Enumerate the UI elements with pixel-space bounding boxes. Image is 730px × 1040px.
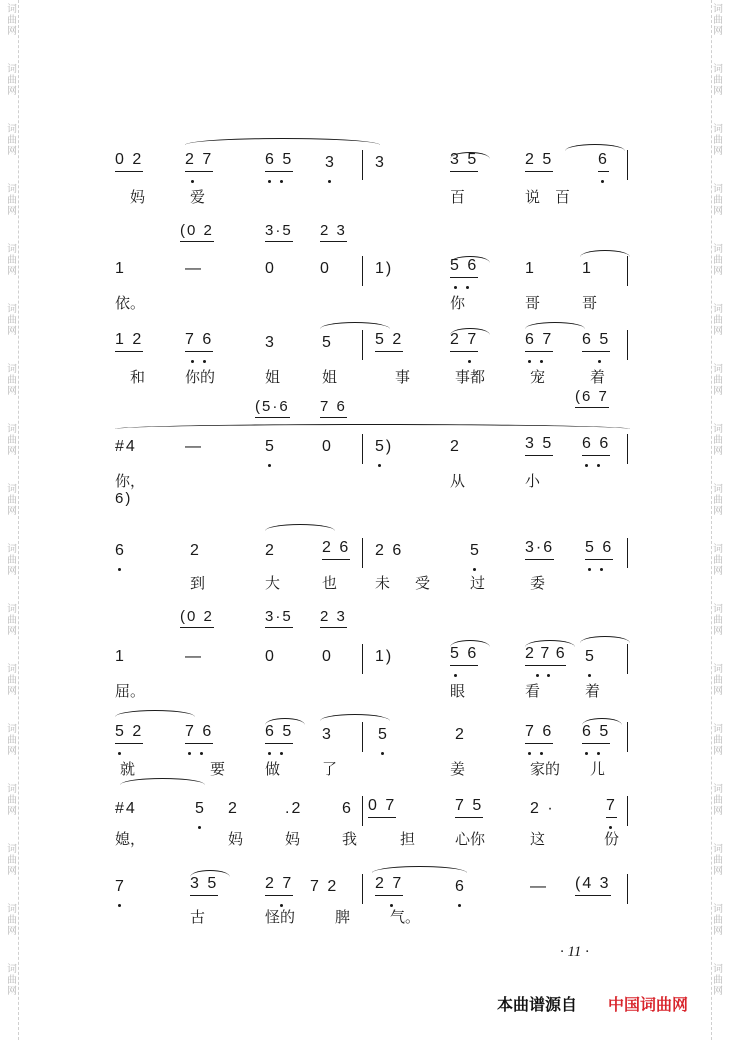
note-group: 0 xyxy=(265,260,276,277)
watermark-text: 词曲网 xyxy=(713,424,723,457)
lyric: 妈 xyxy=(228,830,244,848)
note-group: 3 5 xyxy=(190,875,218,896)
low-dot xyxy=(328,180,331,183)
watermark-text: 词曲网 xyxy=(713,484,723,517)
lyric: 和 xyxy=(130,368,146,386)
watermark-text: 词曲网 xyxy=(7,364,17,397)
low-dot xyxy=(597,464,600,467)
note-group: 6 7 xyxy=(525,331,553,352)
intro-notes: (0 2 xyxy=(180,608,214,628)
note-group: 1 xyxy=(525,260,536,277)
note-group: 3 xyxy=(325,154,336,171)
lyric: 哥 xyxy=(525,294,541,312)
watermark-text: 词曲网 xyxy=(7,244,17,277)
low-dot xyxy=(466,286,469,289)
note-group: 6 xyxy=(115,542,126,559)
note-group: 0 xyxy=(322,438,333,455)
barline xyxy=(362,644,363,674)
low-dot xyxy=(585,752,588,755)
intro-notes: (5·6 xyxy=(255,398,290,418)
note-group: 5 6 xyxy=(450,645,478,666)
lyric: 着 xyxy=(585,682,601,700)
low-dot xyxy=(600,568,603,571)
low-dot xyxy=(540,360,543,363)
note-group: 3 xyxy=(265,334,276,351)
note-group: 3 xyxy=(375,154,386,171)
lyric: 小 xyxy=(525,472,541,490)
note-group: 1 xyxy=(582,260,593,277)
watermark-text: 词曲网 xyxy=(7,724,17,757)
low-dot xyxy=(528,752,531,755)
watermark-text: 词曲网 xyxy=(713,364,723,397)
note-group: 1 xyxy=(115,648,126,665)
note-group: (4 3 xyxy=(575,875,611,896)
lyric: 事 xyxy=(395,368,411,386)
note-group: 2 · xyxy=(530,800,555,817)
low-dot xyxy=(191,360,194,363)
lyric: 媳， xyxy=(115,830,146,848)
staff-row-4 xyxy=(110,434,640,490)
watermark-text: 词曲网 xyxy=(7,664,17,697)
watermark-text: 词曲网 xyxy=(713,4,723,37)
barline xyxy=(627,434,628,464)
lyric: 也 xyxy=(322,574,338,592)
lyric: 事都 xyxy=(455,368,486,386)
intro-notes: 3·5 xyxy=(265,222,293,242)
note-group: — xyxy=(185,438,203,455)
intro-notes: 7 6 xyxy=(320,398,347,418)
lyric: 着 xyxy=(590,368,606,386)
staff-row-3 xyxy=(110,330,640,386)
barline xyxy=(362,434,363,464)
note-group: 2 7 xyxy=(375,875,403,896)
note-group: 2 5 xyxy=(525,151,553,172)
low-dot xyxy=(528,360,531,363)
low-dot xyxy=(188,752,191,755)
slur-arc xyxy=(320,714,390,721)
watermark-text: 词曲网 xyxy=(7,184,17,217)
note-group: 5 xyxy=(195,800,206,817)
lyric: 受 xyxy=(415,574,431,592)
lyric: 家的 xyxy=(530,760,561,778)
intro-notes: (0 2 xyxy=(180,222,214,242)
lyric: 百 xyxy=(555,188,571,206)
barline xyxy=(362,796,363,826)
note-group: 2 7 6 xyxy=(525,645,566,666)
low-dot xyxy=(588,568,591,571)
intro-notes: (6 7 xyxy=(575,388,609,408)
note-group: 2 7 xyxy=(265,875,293,896)
low-dot xyxy=(118,904,121,907)
low-dot xyxy=(280,180,283,183)
watermark-text: 词曲网 xyxy=(713,964,723,997)
lyric: 担 xyxy=(400,830,416,848)
low-dot xyxy=(191,180,194,183)
lyric: 做 xyxy=(265,760,281,778)
low-dot xyxy=(473,568,476,571)
lyric: 古 xyxy=(190,908,206,926)
barline xyxy=(627,150,628,180)
watermark-text: 词曲网 xyxy=(713,64,723,97)
low-dot xyxy=(203,360,206,363)
staff-row-7 xyxy=(110,722,640,778)
staff-row-8 xyxy=(110,796,640,848)
watermark-text: 词曲网 xyxy=(713,304,723,337)
slur-arc xyxy=(265,524,335,531)
intro-notes: 2 3 xyxy=(320,222,347,242)
barline xyxy=(627,722,628,752)
note-group: #4 xyxy=(115,800,137,817)
note-group: 5 xyxy=(470,542,481,559)
note-group: 6 6 xyxy=(582,435,610,456)
footer-site-link[interactable]: 中国词曲网 xyxy=(608,995,689,1014)
note-group: #4 xyxy=(115,438,137,455)
lyric: 脾 xyxy=(335,908,351,926)
low-dot xyxy=(118,752,121,755)
low-dot xyxy=(381,752,384,755)
watermark-text: 词曲网 xyxy=(713,544,723,577)
low-dot xyxy=(118,568,121,571)
lyric: 你 xyxy=(450,294,466,312)
note-group: 7 6 xyxy=(185,331,213,352)
watermark-text: 词曲网 xyxy=(7,4,17,37)
note-group: 2 7 xyxy=(185,151,213,172)
note-group: 7 5 xyxy=(455,797,483,818)
lyric: 怪的 xyxy=(265,908,296,926)
slur-arc xyxy=(372,866,467,873)
note-group: 0 xyxy=(322,648,333,665)
low-dot xyxy=(458,904,461,907)
low-dot xyxy=(588,674,591,677)
watermark-text: 词曲网 xyxy=(7,484,17,517)
tie-arc xyxy=(185,138,380,145)
low-dot xyxy=(454,286,457,289)
lyric: 看 xyxy=(525,682,541,700)
note-group: 3·6 xyxy=(525,539,554,560)
note-group: 0 7 xyxy=(368,797,396,818)
note-group: 6 xyxy=(342,800,353,817)
intro-notes: 2 3 xyxy=(320,608,347,628)
note-group: 5 xyxy=(378,726,389,743)
staff-row-9 xyxy=(110,874,640,926)
watermark-text: 词曲网 xyxy=(713,784,723,817)
lyric: 你， xyxy=(115,472,146,490)
note-group: 0 xyxy=(265,648,276,665)
lyric: 依。 xyxy=(115,294,146,312)
watermark-text: 词曲网 xyxy=(7,604,17,637)
note-group: 1 2 xyxy=(115,331,143,352)
note-group: 7 6 xyxy=(185,723,213,744)
note-group: 6 5 xyxy=(582,723,610,744)
low-dot xyxy=(198,826,201,829)
barline xyxy=(627,874,628,904)
lyric: 过 xyxy=(470,574,486,592)
lyric: 这 xyxy=(530,830,546,848)
lyric: 姐 xyxy=(322,368,338,386)
low-dot xyxy=(536,674,539,677)
tie-arc xyxy=(115,424,630,429)
note-group: 6 xyxy=(455,878,466,895)
note-group: 2 6 xyxy=(322,539,350,560)
note-group: 2 7 xyxy=(450,331,478,352)
note-group: 6 5 xyxy=(582,331,610,352)
watermark-text: 词曲网 xyxy=(7,544,17,577)
note-group: 1 xyxy=(115,260,126,277)
pre-notes: 6) xyxy=(115,490,133,507)
note-group: 2 6 xyxy=(375,542,404,559)
lyric: 姐 xyxy=(265,368,281,386)
note-group: 2 xyxy=(190,542,201,559)
note-group: — xyxy=(530,878,548,895)
slur-arc xyxy=(120,778,205,785)
note-group: 5 6 xyxy=(585,539,613,560)
note-group: 7 xyxy=(606,797,617,818)
note-group: 7 2 xyxy=(310,878,339,895)
lyric: 从 xyxy=(450,472,466,490)
note-group: 1) xyxy=(375,260,394,277)
barline xyxy=(627,796,628,826)
staff-row-6 xyxy=(110,644,640,700)
watermark-text: 词曲网 xyxy=(713,664,723,697)
low-dot xyxy=(454,674,457,677)
barline xyxy=(362,538,363,568)
lyric: 说 xyxy=(525,188,541,206)
note-group: 5 2 xyxy=(375,331,403,352)
lyric: 就 xyxy=(120,760,136,778)
slur-arc xyxy=(320,322,390,329)
note-group: 3 5 xyxy=(450,151,478,172)
watermark-text: 词曲网 xyxy=(7,964,17,997)
watermark-text: 词曲网 xyxy=(7,844,17,877)
intro-notes: 3·5 xyxy=(265,608,293,628)
lyric: 你的 xyxy=(185,368,216,386)
lyric: 我 xyxy=(342,830,358,848)
note-group: 7 xyxy=(115,878,126,895)
note-group: 0 xyxy=(320,260,331,277)
lyric: 屈。 xyxy=(115,682,146,700)
low-dot xyxy=(547,674,550,677)
low-dot xyxy=(200,752,203,755)
lyric: 哥 xyxy=(582,294,598,312)
lyric: 妈 xyxy=(285,830,301,848)
note-group: — xyxy=(185,648,203,665)
note-group: 2 xyxy=(450,438,461,455)
watermark-text: 词曲网 xyxy=(7,784,17,817)
lyric: 到 xyxy=(190,574,206,592)
note-group: 6 xyxy=(598,151,609,172)
slur-arc xyxy=(115,710,195,717)
watermark-text: 词曲网 xyxy=(713,844,723,877)
lyric: 妈 xyxy=(130,188,146,206)
barline xyxy=(627,256,628,286)
lyric: 姜 xyxy=(450,760,466,778)
barline xyxy=(627,330,628,360)
footer-source-label: 本曲谱源自 xyxy=(497,995,578,1014)
watermark-text: 词曲网 xyxy=(713,904,723,937)
lyric: 宠 xyxy=(530,368,546,386)
note-group: .2 xyxy=(285,800,303,817)
note-group: 3 5 xyxy=(525,435,553,456)
note-group: 5) xyxy=(375,438,394,455)
low-dot xyxy=(280,752,283,755)
staff-row-1 xyxy=(110,150,640,206)
note-group: 5 xyxy=(322,334,333,351)
staff-row-5 xyxy=(110,538,640,592)
note-group: — xyxy=(185,260,203,277)
watermark-text: 词曲网 xyxy=(713,244,723,277)
note-group: 2 xyxy=(265,542,276,559)
slur-arc xyxy=(580,636,630,643)
barline xyxy=(627,644,628,674)
barline xyxy=(362,256,363,286)
note-group: 5 xyxy=(585,648,596,665)
lyric: 份 xyxy=(604,830,620,848)
lyric: 未 xyxy=(375,574,391,592)
lyric: 要 xyxy=(210,760,226,778)
low-dot xyxy=(268,752,271,755)
note-group: 5 xyxy=(265,438,276,455)
note-group: 6 5 xyxy=(265,151,293,172)
slur-arc xyxy=(525,322,585,329)
watermark-text: 词曲网 xyxy=(7,124,17,157)
watermark-text: 词曲网 xyxy=(7,304,17,337)
note-group: 0 2 xyxy=(115,151,143,172)
watermark-text: 词曲网 xyxy=(7,424,17,457)
page-number: · 11 · xyxy=(560,944,589,960)
barline xyxy=(362,874,363,904)
watermark-text: 词曲网 xyxy=(713,604,723,637)
lyric: 儿 xyxy=(590,760,606,778)
low-dot xyxy=(597,752,600,755)
note-group: 2 xyxy=(228,800,239,817)
barline xyxy=(362,722,363,752)
low-dot xyxy=(585,464,588,467)
lyric: 委 xyxy=(530,574,546,592)
note-group: 2 xyxy=(455,726,466,743)
lyric: 了 xyxy=(322,760,338,778)
note-group: 5 2 xyxy=(115,723,143,744)
low-dot xyxy=(378,464,381,467)
low-dot xyxy=(268,464,271,467)
note-group: 3 xyxy=(322,726,333,743)
low-dot xyxy=(598,360,601,363)
low-dot xyxy=(601,180,604,183)
watermark-text: 词曲网 xyxy=(713,184,723,217)
lyric: 心你 xyxy=(455,830,486,848)
barline xyxy=(362,150,363,180)
note-group: 5 6 xyxy=(450,257,478,278)
watermark-text: 词曲网 xyxy=(713,124,723,157)
watermark-text: 词曲网 xyxy=(713,724,723,757)
lyric: 眼 xyxy=(450,682,466,700)
watermark-text: 词曲网 xyxy=(7,904,17,937)
note-group: 7 6 xyxy=(525,723,553,744)
lyric: 爱 xyxy=(190,188,206,206)
watermark-text: 词曲网 xyxy=(7,64,17,97)
lyric: 百 xyxy=(450,188,466,206)
lyric: 气。 xyxy=(390,908,421,926)
low-dot xyxy=(540,752,543,755)
low-dot xyxy=(468,360,471,363)
staff-row-2-main xyxy=(110,256,640,312)
note-group: 6 5 xyxy=(265,723,293,744)
low-dot xyxy=(268,180,271,183)
barline xyxy=(362,330,363,360)
lyric: 大 xyxy=(265,574,281,592)
barline xyxy=(627,538,628,568)
note-group: 1) xyxy=(375,648,394,665)
